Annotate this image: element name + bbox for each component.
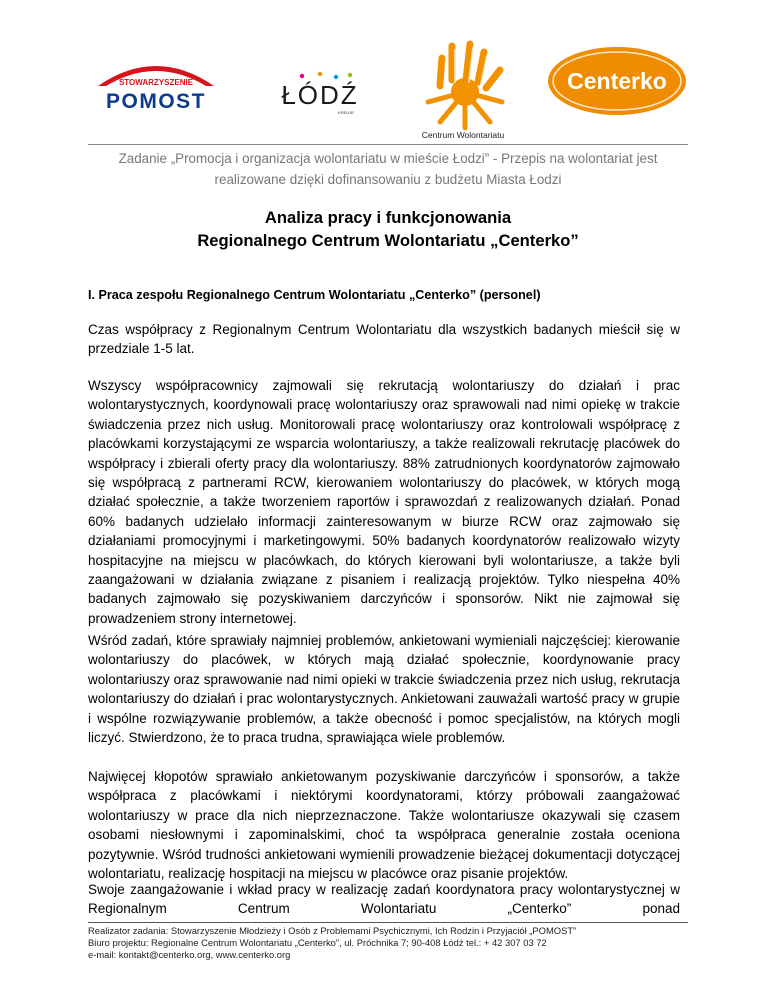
- title-line-2: Regionalnego Centrum Wolontariatu „Centerko”: [197, 231, 579, 250]
- funding-notice: [88, 148, 688, 190]
- document-title: [88, 206, 688, 252]
- lodz-dot-green: [348, 73, 352, 77]
- funding-line-1: Zadanie „Promocja i organizacja wolontariatu w mieście Łodzi” - Przepis na wolontariat jest: [118, 151, 658, 166]
- paragraph-3: Wśród zadań, które sprawiały najmniej problemów, ankietowani wymieniali najczęściej: kierowanie wolontariuszy do placówek, w których mają działać społecznie, koordynowanie pracy wolontariuszy oraz sprawowanie nad nimi opieki w trakcie świadczenia przez nich usług, rekrutacja wolontariuszy do działań i prac wolontarystycznych. Ankietowani zauważali wartość pracy w grupie i wspólne rozwiązywanie problemów, a także obecność i pomoc specjalistów, na których mogli liczyć. Stwierdzono, że to praca trudna, sprawiająca wiele problemów.: [88, 633, 680, 746]
- footer-line-2: Biuro projektu: Regionalne Centrum Wolontariatu „Centerko”, ul. Próchnika 7; 90-408 Łódź tel.: + 42 307 03 72: [88, 937, 547, 949]
- funding-line-2: realizowane dzięki dofinansowaniu z budżetu Miasta Łodzi: [214, 172, 562, 187]
- header-divider: [88, 144, 688, 145]
- footer-line-1: Realizator zadania: Stowarzyszenie Młodzieży i Osób z Problemami Psychicznymi, Ich Rodzin i Przyjaciół „POMOST”: [88, 925, 577, 936]
- lodz-logo-small-text: KREUJE: [338, 110, 354, 115]
- paragraph-2: Wszyscy współpracownicy zajmowali się rekrutacją wolontariuszy do działań i prac wolontarystycznych, koordynowali pracę wolontariuszy oraz sprawowali nad nimi opiekę w trakcie świadczenia przez nich usług. Monitorowali pracę wolontariuszy oraz kontrolowali współpracę z placówkami korzystającymi ze wsparcia wolontariuszy, a także realizowali rekrutację placówek do współpracy i zbierali oferty pracy dla wolontariuszy. 88% zatrudnionych koordynatorów zajmowało się współpracą z partnerami RCW, kierowaniem wolontariuszy do placówek, w których mogą działać społecznie, a także tworzeniem raportów i sprawozdań z realizowanych działań. Ponad 60% badanych udzielało informacji zainteresowanym w biurze RCW oraz zajmowało się działaniami promocyjnymi i marketingowymi. 50% badanych koordynatorów realizowało wizyty hospitacyjne na miejscu w placówkach, do których kierowani byli wolontariusze, a także byli zaangażowani w działania związane z pisaniem i realizacją projektów. Tylko niespełna 40% badanych zajmowało się pozyskiwaniem darczyńców i sponsorów. Nikt nie zajmował się prowadzeniem strony internetowej.: [88, 378, 680, 626]
- footer-divider: [88, 922, 688, 923]
- pomost-logo: [88, 52, 224, 114]
- lodz-logo: [272, 70, 368, 116]
- paragraph-4: Najwięcej kłopotów sprawiało ankietowanym pozyskiwanie darczyńców i sponsorów, a także współpraca z placówkami i niektórymi koordynatorami, którzy próbowali zaangażować wolontariuszy w prace dla nich nieprzeznaczone. Także wolontariusze okazywali się czasem osobami niesłownymi i zapominalskimi, choć ta współpraca generalnie została oceniona pozytywnie. Wśród trudności ankietowani wymienili prowadzenie bieżącej dokumentacji dotyczącej wolontariatu, realizację hospitacji na miejscu w placówce oraz pisanie projektów.: [88, 769, 680, 882]
- centrum-wolontariatu-caption: Centrum Wolontariatu: [421, 130, 505, 140]
- lodz-logo-text: ŁÓDŹ: [281, 80, 359, 110]
- lodz-dot-blue: [334, 75, 338, 79]
- pomost-main-text: POMOST: [105, 90, 207, 113]
- page-footer: [88, 925, 688, 962]
- footer-line-3: e-mail: kontakt@centerko.org, www.centerko.org: [88, 949, 291, 961]
- section-heading: I. Praca zespołu Regionalnego Centrum Wolontariatu „Centerko” (personel): [88, 288, 541, 302]
- centrum-wolontariatu-logo: [420, 40, 510, 134]
- centerko-logo: [546, 45, 688, 117]
- centerko-logo-text: Centerko: [567, 68, 667, 94]
- lodz-dot-magenta: [300, 74, 304, 78]
- lodz-dot-orange: [318, 72, 322, 76]
- pomost-top-text: STOWARZYSZENIE: [118, 78, 194, 87]
- paragraph-5: Swoje zaangażowanie i wkład pracy w realizację zadań koordynatora pracy wolontarystycznej w Regionalnym Centrum Wolontariatu „Centerko” ponad: [88, 882, 680, 917]
- paragraph-1: Czas współpracy z Regionalnym Centrum Wolontariatu dla wszystkich badanych mieścił się w przedziale 1-5 lat.: [88, 322, 680, 357]
- title-line-1: Analiza pracy i funkcjonowania: [264, 208, 512, 227]
